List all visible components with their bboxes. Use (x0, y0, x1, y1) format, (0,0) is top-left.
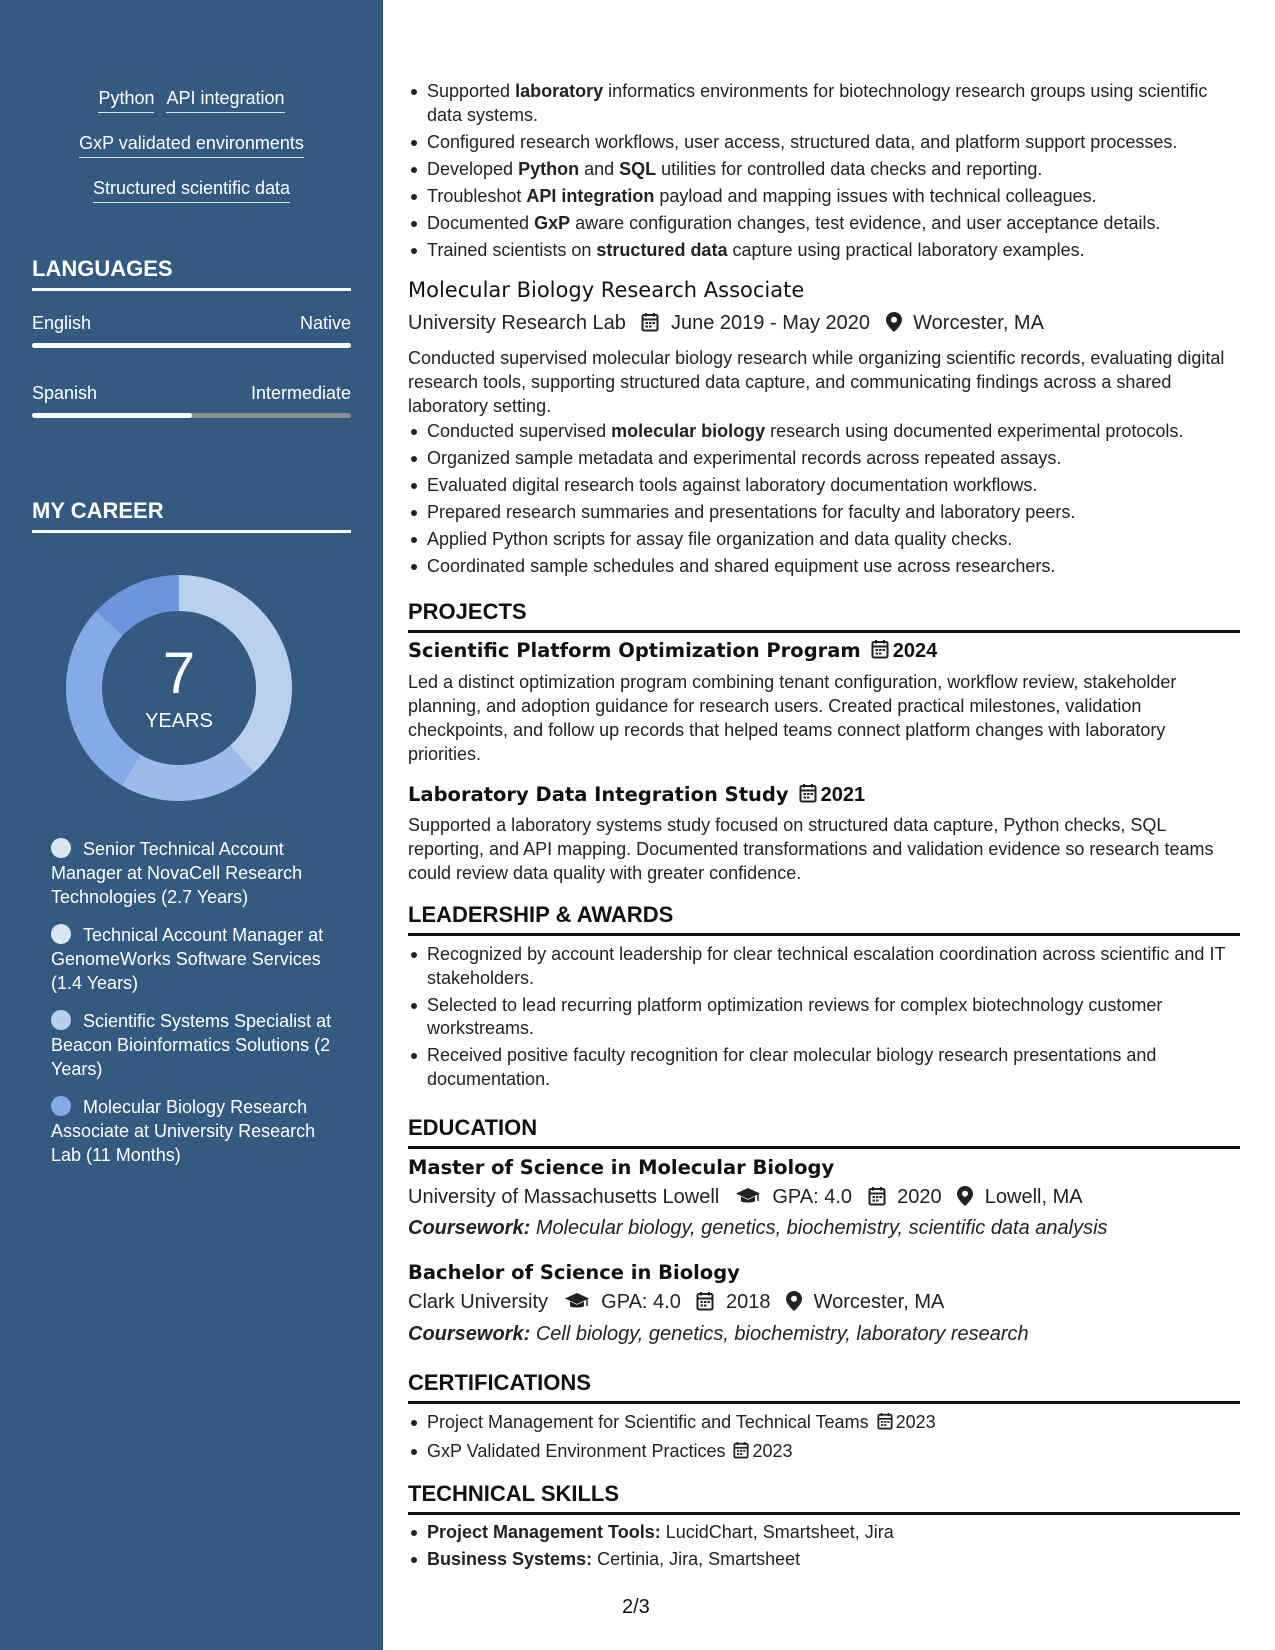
language-name: Spanish (32, 383, 98, 403)
calendar-icon (868, 1186, 886, 1212)
bullet-item (408, 158, 1240, 182)
bullet-text: Configured research workflows, user access, structured data, and platform support processes. (427, 131, 1178, 152)
job-summary: Conducted supervised molecular biology research while organizing scientific records, evaluating digital research tools, supporting structured data capture, and communicating findings across a shared laboratory setting. (408, 348, 1225, 416)
graduation-cap-icon (735, 1186, 761, 1212)
project-year: 2024 (892, 640, 938, 662)
bullet-text: Coordinated sample schedules and shared equipment use across researchers. (427, 556, 1056, 576)
bullet-item: Recognized by account leadership for clear technical escalation coordination across scientific and IT stakeholders. (408, 943, 1240, 990)
job-title: Molecular Biology Research Associate (408, 278, 805, 302)
bullet-text: Documented (427, 212, 535, 233)
bullet-keyword: laboratory (515, 81, 604, 101)
bullet-text: Evaluated digital research tools against laboratory documentation workflows. (427, 475, 1038, 495)
language-level: Native (299, 313, 351, 333)
career-item-text: Senior Technical Account Manager at NovaCell Research Technologies (2.7 Years) (51, 839, 303, 907)
project-title (408, 783, 865, 808)
bullet-text: Developed (427, 158, 519, 179)
certification-name: GxP Validated Environment Practices (427, 1441, 726, 1461)
project-name: Scientific Platform Optimization Program (408, 639, 861, 662)
technical-skill-value: LucidChart, Smartsheet, Jira (660, 1522, 894, 1542)
bullet-text: Applied Python scripts for assay file organization and data quality checks. (427, 529, 1013, 549)
coursework (408, 1217, 1240, 1240)
technical-skill-item (408, 1521, 1240, 1545)
bullet-item (408, 185, 1240, 209)
skill-tag: Python (98, 88, 154, 113)
career-dot (51, 1096, 71, 1116)
map-pin-icon (886, 312, 902, 338)
career-heading: MY CAREER (32, 498, 351, 533)
bullet-keyword: Python (518, 158, 580, 179)
calendar-icon (641, 312, 659, 338)
graduation-year: 2018 (725, 1291, 771, 1313)
school-location: Lowell, MA (984, 1186, 1083, 1208)
language-level: Intermediate (250, 383, 351, 403)
calendar-icon (799, 783, 817, 808)
education-meta (408, 1186, 1240, 1212)
certification-year-text: 2023 (752, 1441, 793, 1461)
bullet-item (408, 239, 1240, 263)
technical-skills-list (408, 1521, 1240, 1575)
career-item-text: Scientific Systems Specialist at Beacon Bioinformatics Solutions (2 Years) (51, 1011, 332, 1079)
bullet-text: and (579, 158, 620, 179)
bullet-item (408, 420, 1240, 444)
bullet-item (408, 474, 1240, 498)
career-dot (51, 1010, 71, 1030)
language-proficiency-fill (32, 343, 351, 348)
bullet-text: Supported (427, 81, 516, 101)
gpa: GPA: 4.0 (772, 1186, 853, 1208)
skill-tags-row (0, 178, 383, 203)
career-total-number: 7 (162, 641, 196, 706)
gpa: GPA: 4.0 (601, 1291, 681, 1313)
certifications-list (408, 1411, 1240, 1469)
bullet-item (408, 555, 1240, 579)
project-title (408, 639, 937, 664)
calendar-icon (871, 639, 889, 664)
bullet-text: Conducted supervised (427, 421, 612, 441)
degree-title: Bachelor of Science in Biology (408, 1261, 740, 1284)
sidebar (0, 0, 383, 1650)
project-description: Supported a laboratory systems study focused on structured data capture, Python checks, SQL reporting, and API mapping. Documented transformations and validation evidence so research teams could review data quality with greater confidence. (408, 815, 1214, 883)
job-bullet-list (408, 420, 1240, 582)
graduation-cap-icon (564, 1291, 590, 1317)
bullet-keyword: molecular biology (611, 421, 766, 441)
languages-heading: LANGUAGES (32, 256, 351, 291)
school-name: Clark University (408, 1291, 549, 1313)
education-heading: EDUCATION (408, 1115, 1240, 1149)
job-meta (408, 312, 1240, 338)
language-english (32, 313, 351, 334)
job-dates: June 2019 - May 2020 (671, 312, 871, 334)
bullet-keyword: GxP (534, 212, 571, 233)
career-dot (51, 924, 71, 944)
page-number: 2/3 (622, 1596, 650, 1618)
language-proficiency-bar (32, 343, 351, 348)
bullet-item (408, 528, 1240, 552)
bullet-keyword: SQL (619, 158, 657, 179)
technical-skill-label: Project Management Tools: (427, 1522, 661, 1542)
calendar-icon (733, 1441, 749, 1466)
bullet-text: utilities for controlled data checks and reporting. (656, 158, 1043, 179)
skill-tag: Structured scientific data (93, 178, 290, 203)
school-location: Worcester, MA (813, 1291, 945, 1313)
coursework-text: Cell biology, genetics, biochemistry, laboratory research (535, 1323, 1029, 1345)
job-location: Worcester, MA (913, 312, 1044, 334)
calendar-icon (696, 1291, 714, 1317)
certification-name: Project Management for Scientific and Technical Teams (427, 1412, 869, 1432)
job-company: University Research Lab (408, 312, 626, 334)
language-name: English (32, 313, 92, 333)
coursework (408, 1323, 1240, 1346)
language-spanish (32, 383, 351, 404)
experience-bullet-list (408, 80, 1240, 266)
project-name: Laboratory Data Integration Study (408, 783, 789, 806)
graduation-year: 2020 (897, 1186, 942, 1208)
bullet-item (408, 501, 1240, 525)
map-pin-icon (957, 1186, 973, 1212)
education-meta (408, 1291, 1240, 1317)
bullet-item (408, 131, 1240, 155)
calendar-icon (877, 1412, 893, 1437)
bullet-text: Organized sample metadata and experimental records across repeated assays. (427, 448, 1062, 468)
bullet-item: Selected to lead recurring platform optimization reviews for complex biotechnology customer workstreams. (408, 994, 1240, 1041)
leadership-heading: LEADERSHIP & AWARDS (408, 902, 1240, 936)
language-proficiency-fill (32, 413, 192, 418)
career-item-text: Technical Account Manager at GenomeWorks Software Services (1.4 Years) (51, 925, 324, 993)
bullet-item (408, 80, 1240, 127)
skill-tags-row (0, 88, 383, 113)
career-dot (51, 838, 71, 858)
coursework-text: Molecular biology, genetics, biochemistry, scientific data analysis (535, 1217, 1108, 1239)
leadership-bullet-list (408, 943, 1240, 1095)
certification-year-text: 2023 (895, 1412, 936, 1432)
career-item (51, 1095, 336, 1167)
coursework-label: Coursework: (408, 1217, 531, 1239)
bullet-text: capture using practical laboratory examples. (727, 239, 1085, 260)
bullet-keyword: API integration (526, 185, 655, 206)
technical-skill-value: Certinia, Jira, Smartsheet (592, 1549, 801, 1569)
career-item (51, 923, 336, 995)
skill-tag: API integration (166, 88, 284, 113)
certification-year (877, 1412, 936, 1432)
bullet-item (408, 212, 1240, 236)
degree-title: Master of Science in Molecular Biology (408, 1156, 835, 1179)
bullet-text: Trained scientists on (427, 239, 597, 260)
skill-tag: GxP validated environments (79, 133, 304, 158)
career-total-unit: YEARS (145, 710, 213, 732)
projects-heading: PROJECTS (408, 599, 1240, 633)
bullet-text: payload and mapping issues with technical colleagues. (654, 185, 1097, 206)
certification-item (408, 1440, 1240, 1466)
technical-skills-heading: TECHNICAL SKILLS (408, 1481, 1240, 1515)
bullet-keyword: structured data (596, 239, 728, 260)
project-description: Led a distinct optimization program combining tenant configuration, workflow review, stakeholder planning, and adoption guidance for research users. Created practical milestones, validation checkpoints, and follow up records that helped teams connect platform changes with laboratory priorities. (408, 672, 1177, 764)
technical-skill-item (408, 1548, 1240, 1572)
certification-item (408, 1411, 1240, 1437)
bullet-text: research using documented experimental protocols. (765, 421, 1184, 441)
bullet-text: Prepared research summaries and presentations for faculty and laboratory peers. (427, 502, 1076, 522)
school-name: University of Massachusetts Lowell (408, 1186, 720, 1208)
certifications-heading: CERTIFICATIONS (408, 1370, 1240, 1404)
coursework-label: Coursework: (408, 1323, 531, 1345)
bullet-item: Received positive faculty recognition for clear molecular biology research presentations and documentation. (408, 1044, 1240, 1091)
map-pin-icon (786, 1291, 802, 1317)
certification-year (733, 1441, 792, 1461)
skill-tags-row (0, 133, 383, 158)
bullet-text: aware configuration changes, test evidence, and user acceptance details. (570, 212, 1161, 233)
career-item (51, 1009, 336, 1081)
bullet-text: informatics environments for biotechnology research groups using scientific data systems. (427, 81, 1208, 125)
technical-skill-label: Business Systems: (427, 1549, 593, 1569)
language-proficiency-bar (32, 413, 351, 418)
career-item (51, 837, 336, 909)
bullet-text: Troubleshot (427, 185, 527, 206)
career-item-text: Molecular Biology Research Associate at University Research Lab (11 Months) (51, 1097, 316, 1165)
project-year: 2021 (820, 784, 866, 806)
bullet-item (408, 447, 1240, 471)
